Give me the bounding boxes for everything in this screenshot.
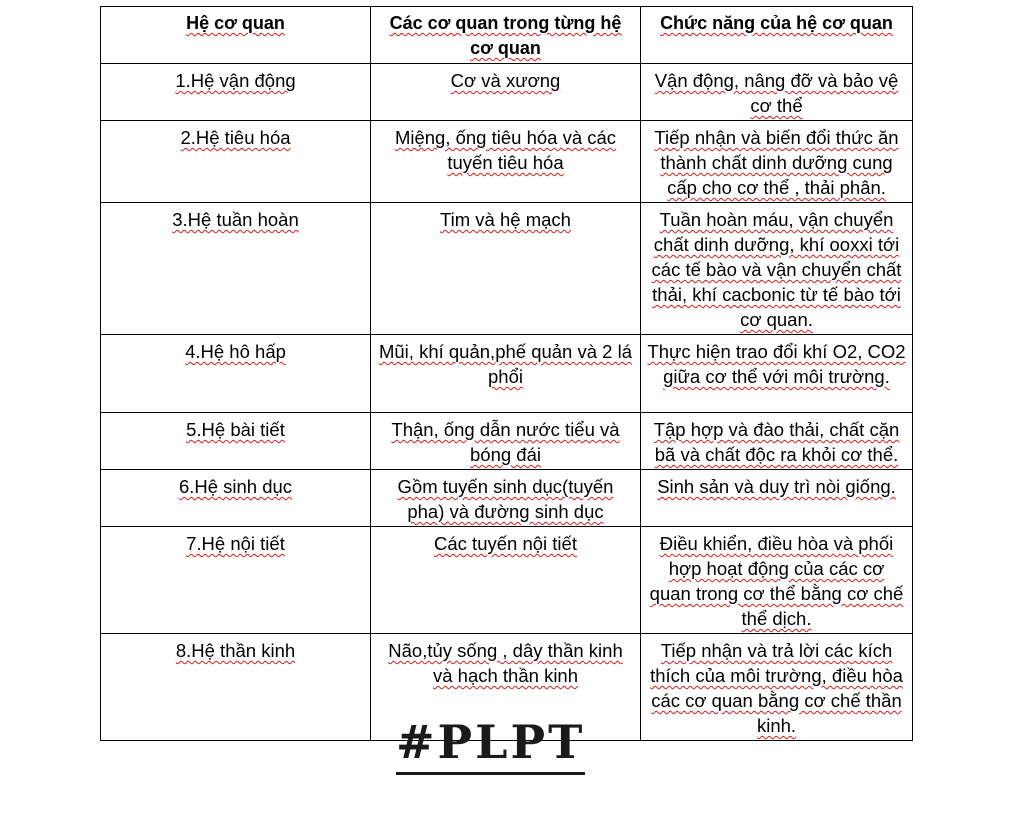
header-organs xyxy=(371,7,641,64)
table-row xyxy=(101,470,913,527)
cell-system xyxy=(101,470,371,527)
system-name: 3.Hệ tuần hoàn xyxy=(172,209,299,230)
table-row xyxy=(101,121,913,203)
function-text: Tiếp nhận và trả lời các kích thích của môi trường, điều hòa các cơ quan bằng cơ chế thần kinh. xyxy=(650,640,903,736)
cell-system xyxy=(101,634,371,741)
cell-function xyxy=(641,64,913,121)
function-text: Vận động, nâng đỡ và bảo vệ cơ thể xyxy=(654,70,899,116)
header-function xyxy=(641,7,913,64)
function-text: Tiếp nhận và biến đổi thức ăn thành chất dinh dưỡng cung cấp cho cơ thể , thải phân. xyxy=(654,127,899,198)
organ-systems-table xyxy=(100,6,913,741)
cell-system xyxy=(101,121,371,203)
system-name: 4.Hệ hô hấp xyxy=(185,341,286,362)
cell-function xyxy=(641,203,913,335)
organs-text: Mũi, khí quản,phế quản và 2 lá phổi xyxy=(378,341,632,387)
cell-function xyxy=(641,470,913,527)
cell-organs xyxy=(371,64,641,121)
table-row xyxy=(101,64,913,121)
system-name: 8.Hệ thần kinh xyxy=(175,640,296,661)
system-name: 5.Hệ bài tiết xyxy=(186,419,285,440)
table-body xyxy=(101,64,913,741)
system-name: 2.Hệ tiêu hóa xyxy=(180,127,291,148)
cell-organs xyxy=(371,335,641,413)
table-row xyxy=(101,413,913,470)
function-text: Thực hiện trao đổi khí O2, CO2 giữa cơ thể với môi trường. xyxy=(647,341,906,387)
organs-text: Thận, ống dẫn nước tiểu và bóng đái xyxy=(391,419,620,465)
header-row xyxy=(101,7,913,64)
cell-function xyxy=(641,634,913,741)
table-row xyxy=(101,527,913,634)
function-text: Tập hợp và đào thải, chất cặn bã và chất độc ra khỏi cơ thể. xyxy=(653,419,900,465)
header-system-label: Hệ cơ quan xyxy=(186,13,285,33)
table-row xyxy=(101,203,913,335)
cell-organs xyxy=(371,470,641,527)
cell-system xyxy=(101,527,371,634)
organs-text: Cơ và xương xyxy=(450,70,561,91)
cell-organs xyxy=(371,527,641,634)
organs-text: Gồm tuyến sinh dục(tuyến pha) và đường sinh dục xyxy=(397,476,614,522)
header-organs-label: Các cơ quan trong từng hệ cơ quan xyxy=(389,13,622,58)
system-name: 6.Hệ sinh dục xyxy=(178,476,293,497)
cell-function xyxy=(641,121,913,203)
organs-text: Miệng, ống tiêu hóa và các tuyến tiêu hóa xyxy=(394,127,617,173)
organs-text: Các tuyến nội tiết xyxy=(434,533,577,554)
organs-text: Não,tủy sống , dây thần kinh và hạch thần kinh xyxy=(388,640,623,686)
watermark-text: #PLPT xyxy=(396,714,585,775)
function-text: Tuần hoàn máu, vận chuyển chất dinh dưỡng, khí ooxxi tới các tế bào và vận chuyển chất thải, khí cacbonic từ tế bào tới cơ quan. xyxy=(651,209,902,330)
organs-text: Tim và hệ mạch xyxy=(440,209,571,230)
cell-function xyxy=(641,527,913,634)
cell-organs xyxy=(371,203,641,335)
cell-function xyxy=(641,413,913,470)
table-row xyxy=(101,335,913,413)
cell-system xyxy=(101,335,371,413)
header-function-label: Chức năng của hệ cơ quan xyxy=(660,13,893,33)
system-name: 7.Hệ nội tiết xyxy=(186,533,285,554)
cell-organs xyxy=(371,413,641,470)
cell-system xyxy=(101,413,371,470)
table-header xyxy=(101,7,913,64)
header-system xyxy=(101,7,371,64)
function-text: Sinh sản và duy trì nòi giống. xyxy=(657,476,896,497)
system-name: 1.Hệ vận động xyxy=(175,70,296,91)
cell-function xyxy=(641,335,913,413)
cell-system xyxy=(101,64,371,121)
cell-system xyxy=(101,203,371,335)
cell-organs xyxy=(371,121,641,203)
function-text: Điều khiển, điều hòa và phối hợp hoạt động của các cơ quan trong cơ thể bằng cơ chế thể dịch. xyxy=(649,533,904,629)
